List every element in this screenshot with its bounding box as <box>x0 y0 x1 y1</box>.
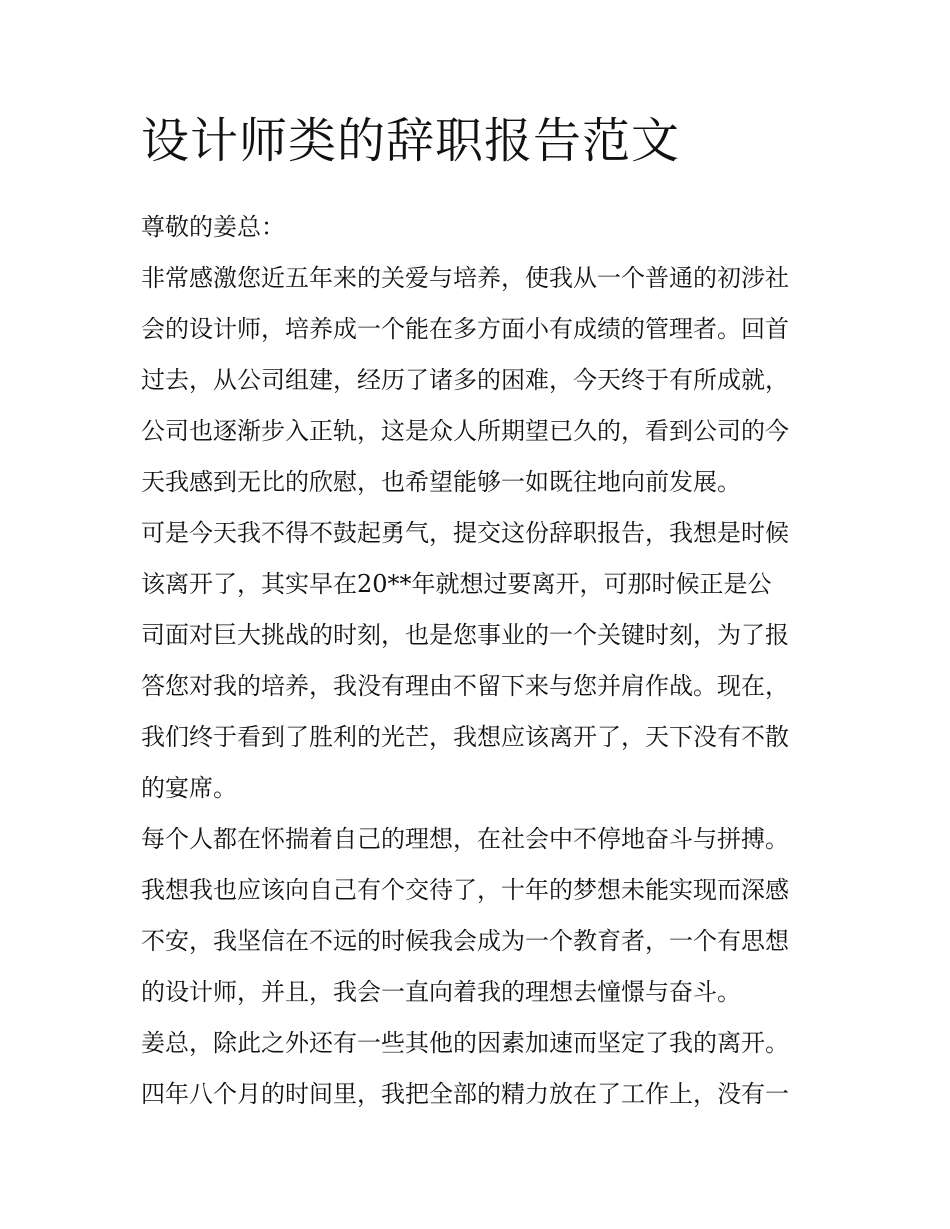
document-body <box>141 202 821 1120</box>
text-line: 姜总，除此之外还有一些其他的因素加速而坚定了我的离开。 <box>141 1029 789 1057</box>
text-line: 天我感到无比的欣慰，也希望能够一如既往地向前发展。 <box>141 468 741 496</box>
text-line: 答您对我的培养，我没有理由不留下来与您并肩作战。现在， <box>141 672 789 700</box>
text-line: 会的设计师，培养成一个能在多方面小有成绩的管理者。回首 <box>141 315 789 343</box>
text-line: 我想我也应该向自己有个交待了，十年的梦想未能实现而深感 <box>141 876 789 904</box>
text-line: 非常感激您近五年来的关爱与培养，使我从一个普通的初涉社 <box>141 264 789 292</box>
text-line: 过去，从公司组建，经历了诸多的困难，今天终于有所成就， <box>141 366 789 394</box>
text-line: 可是今天我不得不鼓起勇气，提交这份辞职报告，我想是时候 <box>141 519 789 547</box>
text-line: 的设计师，并且，我会一直向着我的理想去憧憬与奋斗。 <box>141 978 741 1006</box>
text-line: 公司也逐渐步入正轨，这是众人所期望已久的，看到公司的今 <box>141 417 789 445</box>
text-line: 四年八个月的时间里，我把全部的精力放在了工作上，没有一 <box>141 1080 789 1108</box>
text-line: 司面对巨大挑战的时刻，也是您事业的一个关键时刻，为了报 <box>141 621 789 649</box>
text-line: 我们终于看到了胜利的光芒，我想应该离开了，天下没有不散 <box>141 723 789 751</box>
text-line: 不安，我坚信在不远的时候我会成为一个教育者，一个有思想 <box>141 927 789 955</box>
text-line: 的宴席。 <box>141 774 237 802</box>
salutation-line: 尊敬的姜总： <box>141 213 285 241</box>
text-line: 每个人都在怀揣着自己的理想，在社会中不停地奋斗与拼搏。 <box>141 825 789 853</box>
document-title: 设计师类的辞职报告范文 <box>141 113 681 169</box>
text-line: 该离开了，其实早在20**年就想过要离开，可那时候正是公 <box>141 570 772 598</box>
